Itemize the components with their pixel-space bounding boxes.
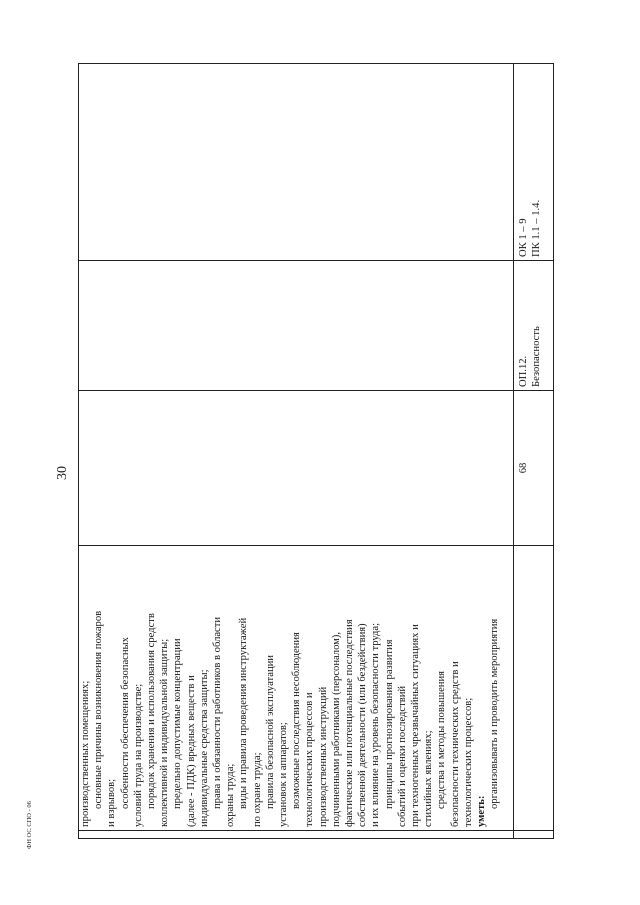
- rotated-table-wrapper: [78, 64, 553, 839]
- content-line: охраны труда;: [225, 763, 237, 827]
- empty-cell: [79, 831, 514, 839]
- page-number: 30: [55, 466, 70, 480]
- hours-cell: [514, 391, 554, 546]
- content-line: основные причины возникновения пожаров: [93, 610, 105, 809]
- content-line: особенности обеспечения безопасных: [119, 637, 131, 809]
- table-row-content: [79, 64, 514, 839]
- table-row-discipline: [514, 64, 554, 839]
- competency-cell: [514, 64, 554, 261]
- content-line: технологических процессов;: [462, 697, 474, 827]
- content-line: подчиненными работниками (персоналом),: [330, 631, 342, 827]
- content-line: права и обязанности работников в области: [212, 616, 224, 809]
- content-line: порядок хранения и использования средств: [146, 613, 158, 809]
- content-line: по охране труда;: [251, 752, 263, 827]
- content-line: возможные последствия несоблюдения: [291, 632, 303, 809]
- content-line: собственной деятельности (или бездействия): [357, 623, 369, 827]
- content-line: производственных помещениях;: [80, 680, 91, 827]
- content-line: правила безопасной эксплуатации: [264, 655, 276, 809]
- content-line: виды и правила проведения инструктажей: [238, 617, 250, 809]
- content-line: фактические или потенциальные последствия: [344, 619, 356, 827]
- empty-cell: [79, 64, 514, 261]
- content-line: производственных инструкций: [317, 686, 329, 827]
- content-line: установок и аппаратов;: [278, 722, 290, 827]
- empty-cell: [79, 391, 514, 546]
- content-line: и взрывов;: [106, 778, 118, 827]
- content-line: условий труда на производстве;: [132, 683, 144, 827]
- content-line: организовывать и проводить мероприятия: [489, 618, 501, 809]
- content-line: событий и оценки последствий: [396, 685, 408, 827]
- content-line: (далее - ПДК) вредных веществ и: [185, 675, 197, 827]
- content-line: предельно допустимые концентрации: [172, 638, 184, 809]
- content-line: технологических процессов и: [304, 692, 316, 827]
- competency-general: ОК 1 – 9: [518, 218, 529, 257]
- content-cell: [79, 546, 514, 831]
- content-line: коллективной и индивидуальной защиты;: [159, 638, 171, 827]
- content-line: индивидуальные средства защиты;: [198, 669, 210, 827]
- empty-cell: [514, 831, 554, 839]
- footer-code: ФН ОС СПО - 06: [26, 801, 33, 849]
- competency-professional: ПК 1.1 – 1.4.: [531, 199, 543, 257]
- content-line: и их влияние на уровень безопасности труда;: [370, 622, 382, 827]
- discipline-code: ОП.12.: [518, 355, 529, 387]
- content-line: средства и методы повышения: [436, 670, 448, 809]
- discipline-name: Безопасность: [531, 326, 543, 387]
- competency-table: [78, 63, 554, 839]
- content-line: уметь:: [476, 795, 488, 827]
- empty-cell: [79, 261, 514, 391]
- content-line: при техногенных чрезвычайных ситуациях и: [410, 624, 422, 827]
- content-line: принципы прогнозирования развития: [383, 639, 395, 809]
- empty-cell: [514, 546, 554, 831]
- hours-value: 68: [518, 462, 529, 474]
- content-line: безопасности технических средств и: [449, 661, 461, 827]
- content-line: стихийных явлениях;: [423, 730, 435, 827]
- discipline-cell: [514, 261, 554, 391]
